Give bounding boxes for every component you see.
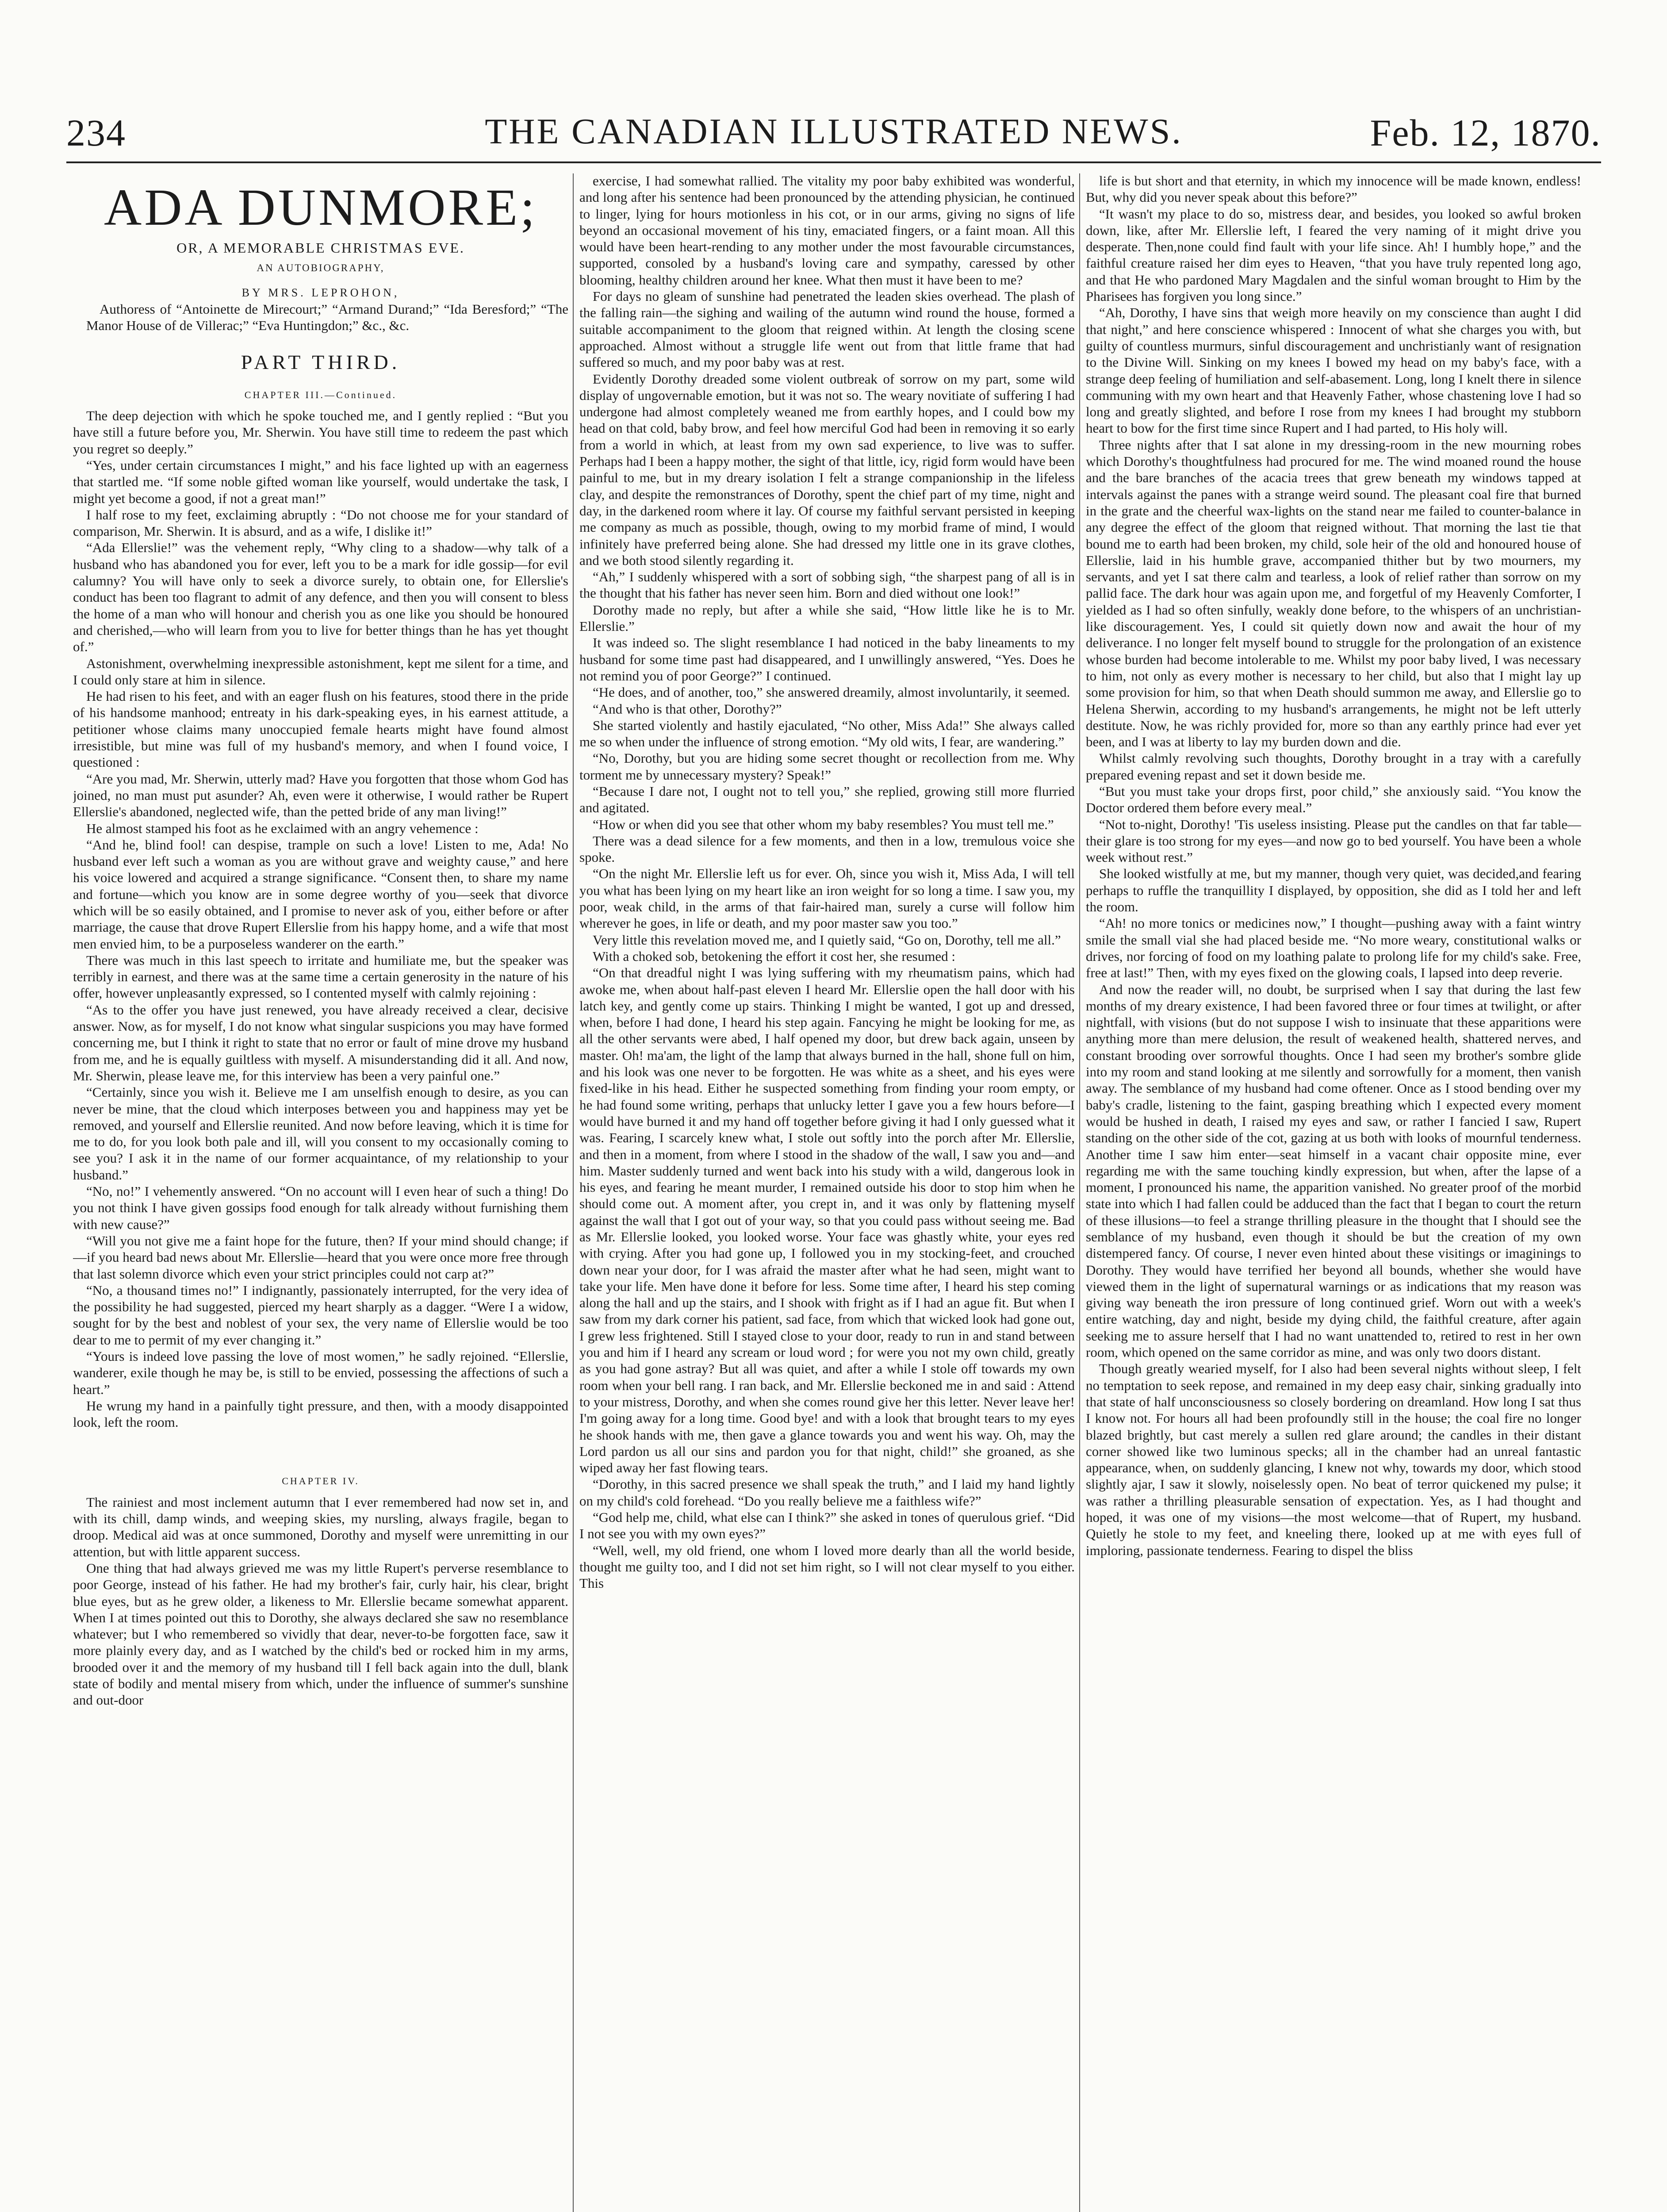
paragraph: exercise, I had somewhat rallied. The vitality my poor baby exhibited was wonderful, and long after his sentence had been pronounced by the attending physician, he continued to linger, lying for hours motionless in his cot, or in our arms, giving no signs of life beyond an occasional movement of his tiny, emaciated fingers, or a faint moan. All this would have been heart-rending to any mother under the most favourable circumstances, supported, consoled by a husband's loving care and sympathy, caressed by other blooming, healthy children around her knee. What then must it have been to me? xyxy=(579,173,1075,288)
paragraph: life is but short and that eternity, in which my innocence will be made known, endless! But, why did you never speak about this before?” xyxy=(1086,173,1581,205)
paragraph: “How or when did you see that other whom my baby resembles? You must tell me.” xyxy=(593,816,1054,832)
paragraph: I half rose to my feet, exclaiming abruptly : “Do not choose me for your standard of comparison, Mr. Sherwin. It is absurd, and as a wife, I dislike it!” xyxy=(73,507,568,539)
paragraph: She started violently and hastily ejaculated, “No other, Miss Ada!” She always called me so when under the influence of strong emotion. “My old wits, I fear, are wandering.” xyxy=(579,717,1075,750)
paragraph: “Ah,” I suddenly whispered with a sort of sobbing sigh, “the sharpest pang of all is in the thought that his father has never seen him. Born and died without one look!” xyxy=(579,569,1075,601)
column-3-body xyxy=(1086,173,1581,1559)
paragraph: Whilst calmly revolving such thoughts, Dorothy brought in a tray with a carefully prepared evening repast and set it down beside me. xyxy=(1086,750,1581,783)
paragraph: Astonishment, overwhelming inexpressible astonishment, kept me silent for a time, and I could only stare at him in silence. xyxy=(73,655,568,687)
paragraph: “No, no!” I vehemently answered. “On no account will I even hear of such a thing! Do you not think I have given gossips food enough for talk already without furnishing them with new cause?” xyxy=(73,1183,568,1232)
publication-title: THE CANADIAN ILLUSTRATED NEWS. xyxy=(485,111,1183,151)
paragraph: It was indeed so. The slight resemblance I had noticed in the baby lineaments to my husband for some time past had disappeared, and I unwillingly answered, “Yes. Does he not remind you of poor George?” I continued. xyxy=(579,635,1075,684)
paragraph: For days no gleam of sunshine had penetrated the leaden skies overhead. The plash of the falling rain—the sighing and wailing of the autumn wind round the house, formed a suitable accompaniment to the gloom that reigned within. At length the closing scene approached. Almost without a struggle life went out from that little frame that had suffered so much, and my poor baby was at rest. xyxy=(579,288,1075,370)
paragraph: “Yours is indeed love passing the love of most women,” he sadly rejoined. “Ellerslie, wanderer, exile though he may be, is still to be envied, possessing the affections of such a heart.” xyxy=(73,1348,568,1397)
paragraph: “Ah, Dorothy, I have sins that weigh more heavily on my conscience than aught I did that night,” and here conscience whispered : Innocent of what she charges you with, but guilty of countless murmurs, sinful discouragement and unchristianly want of resignation to the Divine Will. Sinking on my knees I bowed my head on my baby's face, with a strange deep feeling of humiliation and self-abasement. Long, long I knelt there in silence communing with my own heart and that Heavenly Father, whose chastening love I had so long and greatly slighted, and before I rose from my knees I had brought my stubborn heart to bow for the first time since Rupert and I had parted, to His holy will. xyxy=(1086,305,1581,436)
paragraph: Dorothy made no reply, but after a while she said, “How little like he is to Mr. Ellerslie.” xyxy=(579,602,1075,634)
masthead xyxy=(66,111,1601,159)
issue-date: Feb. 12, 1870. xyxy=(1370,111,1601,154)
paragraph: He almost stamped his foot as he exclaimed with an angry vehemence : xyxy=(86,820,479,836)
paragraph: “Because I dare not, I ought not to tell you,” she replied, growing still more flurried and agitated. xyxy=(579,783,1075,816)
paragraph: And now the reader will, no doubt, be surprised when I say that during the last few months of my dreary existence, I had been favored three or four times at twilight, or after nightfall, with visions (but do not suppose I wish to insinuate that these apparitions were anything more than mere delusion, the result of weakened health, shattered nerves, and constant brooding over sorrowful thoughts. Once I had seen my brother's sombre glide into my room and stand looking at me silently and sorrowfully for a moment, then vanish away. The semblance of my husband had come oftener. Once as I stood bending over my baby's cradle, listening to the faint, gasping breathing which I expected every moment would be hushed in death, I raised my eyes and saw, or rather I fancied I saw, Rupert standing on the other side of the cot, gazing at us both with looks of mournful tenderness. Another time I saw him enter—seat himself in a vacant chair opposite mine, ever regarding me with the same touching kindly expression, but when, after the lapse of a moment, I pronounced his name, the apparition vanished. No greater proof of the morbid state into which I had fallen could be adduced than the fact that I began to court the return of these illusions—to feel a strange thrilling pleasure in the thought that I should see the semblance of my husband, even though it should be but the creation of my own distempered fancy. Of course, I never even hinted about these visitings or imaginings to Dorothy. They would have terrified her beyond all bounds, whether she would have viewed them in the light of supernatural warnings or as indications that my reason was giving way beneath the iron pressure of long continued grief. Worn out with a week's entire watching, day and night, beside my dying child, the faithful creature, after again seeking me to assure herself that I had no want unattended to, retired to rest in her own room, which opened on the same corridor as mine, and was only two doors distant. xyxy=(1086,981,1581,1360)
paragraph: With a choked sob, betokening the effort it cost her, she resumed : xyxy=(593,948,955,964)
paragraph: “On the night Mr. Ellerslie left us for ever. Oh, since you wish it, Miss Ada, I will tell you what has been lying on my heart like an iron weight for so long a time. I saw you, my poor, weak child, in the arms of that fair-haired man, surely a curse will follow him wherever he goes, in life or death, and my poor master saw you too.” xyxy=(579,866,1075,931)
masthead-rule xyxy=(66,161,1601,163)
paragraph: He wrung my hand in a painfully tight pressure, and then, with a moody disappointed look, left the room. xyxy=(73,1398,568,1430)
paragraph: One thing that had always grieved me was my little Rupert's perverse resemblance to poor George, instead of his father. He had my brother's fair, curly hair, his clear, bright blue eyes, but as he grew older, a likeness to Mr. Ellerslie became somewhat apparent. When I at times pointed out this to Dorothy, she always declared she saw no resemblance whatever; but I who remembered so vividly that dear, never-to-be forgotten face, saw it more plainly every day, and as I watched by the child's bed or rocked him in my arms, brooded over it and the memory of my husband till I fell back again into the dull, blank state of bodily and mental misery from which, under the influence of summer's sunshine and out-door xyxy=(73,1560,568,1708)
paragraph: “Will you not give me a faint hope for the future, then? If your mind should change; if—if you heard bad news about Mr. Ellerslie—heard that you were once more free through that last solemn divorce which even your strict principles could not carp at?” xyxy=(73,1233,568,1282)
paragraph: Three nights after that I sat alone in my dressing-room in the new mourning robes which Dorothy's thoughtfulness had procured for me. The wind moaned round the house and the bare branches of the acacia trees that grew beneath my windows tapped at intervals against the panes with a strange weird sound. The pleasant coal fire that burned in the grate and the cheerful wax-lights on the stand near me failed to counter-balance in any degree the effect of the gloom that reigned without. That morning the last tie that bound me to earth had been broken, my child, sole heir of the old and honoured house of Ellerslie, laid in his humble grave, accompanied thither but by two mourners, my servants, and yet I sat there calm and tearless, a look of relief rather than sorrow on my pallid face. The dark hour was again upon me, and forgetful of my Heavenly Comforter, I yielded as I had so often sinfully, weakly done before, to the whispers of an unchristian-like discouragement. Yes, I could sit quietly down now and await the hour of my deliverance. I no longer felt myself bound to struggle for the prolongation of an existence whose burden had become intolerable to me. Whilst my poor baby lived, I was necessary to him, not only as every mother is necessary to her child, but also that I might lay up some provision for him, so that when Death should summon me away, and Ellerslie go to Helena Sherwin, according to my husband's arrangements, he might not be left utterly destitute. Now, he was richly provided for, more so than any earthly prince had ever yet been, and I was at liberty to lay my burden down and die. xyxy=(1086,437,1581,750)
paragraph: Though greatly wearied myself, for I also had been several nights without sleep, I felt no temptation to seek repose, and remained in my deep easy chair, sinking gradually into that state of half unconsciousness so closely bordering on dreamland. How long I sat thus I know not. For hours all had been profoundly still in the house; the coal fire no longer blazed brightly, but cast merely a sullen red glare around; the candles in their distant corner showed like two luminous specks; all in the chamber had an unreal fantastic appearance, when, on suddenly glancing, I knew not why, towards my door, which stood slightly ajar, I saw it slowly, noiselessly open. No beat of terror quickened my pulse; it was rather a thrilling pleasurable sensation of expectation. Yes, as I had thought and hoped, it was one of my visions—the most welcome—that of Rupert, my husband. Quietly he stole to my feet, and kneeling there, looked up at me with eyes full of imploring, passionate tenderness. Fearing to dispel the bliss xyxy=(1086,1361,1581,1558)
paragraph: “Not to-night, Dorothy! 'Tis useless insisting. Please put the candles on that far table—their glare is too strong for my eyes—and now go to bed yourself. You have been a whole week without rest.” xyxy=(1086,816,1581,865)
paragraph: Evidently Dorothy dreaded some violent outbreak of sorrow on my part, some wild display of ungovernable emotion, but it was not so. The weary novitiate of suffering I had undergone had almost completely weaned me from earthly hopes, and I could bow my head on that cold, baby brow, and feel how merciful God had been in removing it so early from a world in which, at least from my own sad experience, to live was to suffer. Perhaps had I been a happy mother, the sight of that little, icy, rigid form would have been painful to me, but in my dreary isolation I felt a strange companionship in the lifeless clay, and despite the remonstrances of Dorothy, spent the chief part of my time, night and day, in the darkened room where it lay. Of course my faithful servant persisted in keeping me company as much as possible, though, owing to my morbid frame of mind, I would infinitely have preferred being alone. She had dressed my little one in its grave clothes, and we both stood silently regarding it. xyxy=(579,371,1075,568)
paragraph: “Well, well, my old friend, one whom I loved more dearly than all the world beside, thought me guilty too, and I did not set him right, so I will not clear myself to you either. This xyxy=(579,1542,1075,1591)
paragraph: There was a dead silence for a few moments, and then in a low, tremulous voice she spoke. xyxy=(579,833,1075,865)
paragraph: “No, a thousand times no!” I indignantly, passionately interrupted, for the very idea of the possibility he had suggested, pierced my heart sharply as a dagger. “Were I a widow, sought for by the best and noblest of your sex, the very name of Ellerslie would be too dear to me to permit of my ever changing it.” xyxy=(73,1282,568,1348)
paragraph: “No, Dorothy, but you are hiding some secret thought or recollection from me. Why torment me by unnecessary mystery? Speak!” xyxy=(579,750,1075,783)
paragraph: “Ah! no more tonics or medicines now,” I thought—pushing away with a faint wintry smile the small vial she had placed beside me. “No more weary, constitutional walks or drives, nor forcing of food on my loathing palate to prolong life for my child's sake. Free, free at last!” Then, with my eyes fixed on the glowing coals, I lapsed into deep reverie. xyxy=(1086,915,1581,981)
story-title: ADA DUNMORE; xyxy=(104,178,537,236)
column-3 xyxy=(1086,173,1581,2212)
paragraph: “Certainly, since you wish it. Believe me I am unselfish enough to desire, as you can never be mine, that the cloud which interposes between you and happiness may yet be removed, and yourself and Ellerslie reunited. And now before leaving, which it is time for me to do, for you look both pale and ill, will you consent to my occasionally coming to see you? I ask it in the name of our former acquaintance, of my relationship to your husband.” xyxy=(73,1084,568,1183)
paragraph: “Ada Ellerslie!” was the vehement reply, “Why cling to a shadow—why talk of a husband who has abandoned you for ever, left you to be a mark for idle gossip—for evil calumny? You will have only to seek a divorce surely, to obtain one, for Ellerslie's conduct has been too flagrant to admit of any defence, and then you will consent to bless the home of a man who will honour and cherish you as one like you should be honoured and cherished,—who will learn from you to live for better things than he has yet thought of.” xyxy=(73,540,568,655)
paragraph: “He does, and of another, too,” she answered dreamily, almost involuntarily, it seemed. xyxy=(593,684,1070,700)
paragraph: There was much in this last speech to irritate and humiliate me, but the speaker was terribly in earnest, and there was at the same time a certain generosity in the nature of his offer, however unpleasantly expressed, so I contented myself with calmly rejoining : xyxy=(73,952,568,1001)
byline: BY MRS. LEPROHON, xyxy=(241,286,400,299)
paragraph: “Yes, under certain circumstances I might,” and his face lighted up with an eagerness that startled me. “If some noble gifted woman like yourself, would undertake the task, I might yet become a good, if not a great man!” xyxy=(73,457,568,506)
column-divider xyxy=(1079,173,1080,2212)
story-genre: AN AUTOBIOGRAPHY, xyxy=(257,262,385,274)
part-heading: PART THIRD. xyxy=(241,351,401,374)
paragraph: “Are you mad, Mr. Sherwin, utterly mad? Have you forgotten that those whom God has joined, no man must put asunder? Ah, even were it otherwise, I would rather be Rupert Ellerslie's abandoned, neglected wife, than the petted bride of any man living!” xyxy=(73,771,568,820)
paragraph: He had risen to his feet, and with an eager flush on his features, stood there in the pride of his handsome manhood; entreaty in his dark-speaking eyes, in his earnest attitude, a petitioner whose claims many unoccupied female hearts might have found almost irresistible, but mine was full of my husband's memory, and when I found voice, I questioned : xyxy=(73,688,568,770)
paragraph: Very little this revelation moved me, and I quietly said, “Go on, Dorothy, tell me all.” xyxy=(593,932,1061,948)
column-1 xyxy=(73,173,568,2212)
column-1-body xyxy=(73,407,568,1430)
story-subtitle: OR, A MEMORABLE CHRISTMAS EVE. xyxy=(176,240,465,256)
chapter-4-body xyxy=(73,1494,568,1709)
paragraph: “And who is that other, Dorothy?” xyxy=(593,701,782,717)
paragraph: “On that dreadful night I was lying suffering with my rheumatism pains, which had awoke me, when about half-past eleven I heard Mr. Ellerslie open the hall door with his latch key, and gently come up stairs. Thinking I might be wanted, I got up and dressed, when, before I had done, I heard his step again. Fancying he might be looking for me, as all the other servants were abed, I half opened my door, but drew back again, unseen by master. Oh! ma'am, the light of the lamp that always burned in the hall, shone full on him, and his look was one never to be forgotten. He was white as a sheet, and his eyes were fixed-like in his head. Either he suspected something from finding your room empty, or he had found some writing, perhaps that unlucky letter I gave you a few hours before—I would have burned it and my hand off together before giving it had I only guessed what it was. Fearing, I scarcely knew what, I stole out softly into the porch after Mr. Ellerslie, and then in a moment, from where I stood in the shadow of the wall, I saw you and—and him. Master suddenly turned and went back into his study with a wild, dangerous look in his eyes, and fearing he meant murder, I remained outside his door to stop him when he should come out. A moment after, you crept in, and it was only by flattening myself against the wall that I got out of your way, so that you could pass without seeing me. Bad as Mr. Ellerslie looked, you looked worse. Your face was ghastly white, your eyes red with crying. After you had gone up, I followed you in my stocking-feet, and crouched down near your door, for I was afraid the master after what he had seen, might want to take your life. Men have done it before for less. Some time after, I heard his step coming along the hall and up the stairs, and I shook with fright as if I had an ague fit. But when I saw from my dark corner his patient, sad face, from which that wicked look had gone out, I grew less frightened. Still I stayed close to your door, ready to run in and stand between you and him if I heard any scream or loud word ; for were you not my own child, greatly as you had gone astray? But all was quiet, and after a while I stole off towards my own room when your bell rang. I ran back, and Mr. Ellerslie beckoned me in and said : Attend to your mistress, Dorothy, and when she comes round give her this letter. Never leave her! I'm going away for a long time. Good bye! and with a look that brought tears to my eyes he shook hands with me, then gave a glance towards you and went his way. Oh, may the Lord pardon us all our sins and pardon you for that night, child!” she groaned, as she wiped away her fast flowing tears. xyxy=(579,965,1075,1476)
chapter-heading: CHAPTER III.—Continued. xyxy=(244,389,397,400)
paragraph: “It wasn't my place to do so, mistress dear, and besides, you looked so awful broken down, like, after Mr. Ellerslie left, I feared the very naming of it might drive you desperate. Then,none could find fault with your life since. Ah! I humbly hope,” and the faithful creature raised her dim eyes to Heaven, “that you have truly repented long ago, and that He who pardoned Mary Magdalen and the sinful woman brought to Him by the Pharisees has forgiven you long since.” xyxy=(1086,206,1581,304)
author-works: Authoress of “Antoinette de Mirecourt;” “Armand Durand;” “Ida Beresford;” “The Manor House of de Villerac;” “Eva Huntingdon;” &c., &c. xyxy=(86,301,568,334)
column-2-body xyxy=(579,173,1075,1592)
paragraph: The deep dejection with which he spoke touched me, and I gently replied : “But you have still a future before you, Mr. Sherwin. You have still time to redeem the past which you regret so deeply.” xyxy=(73,408,568,457)
paragraph: “And he, blind fool! can despise, trample on such a love! Listen to me, Ada! No husband ever left such a woman as you are without grave and weighty cause,” and here his voice lowered and acquired a strange significance. “Consent then, to share my name and fortune—which you know are in some degree worthy of you—seek that divorce which will be so easily obtained, and I promise to never ask of you, either before or after marriage, the cause that drove Rupert Ellerslie from his happy home, and a wife that most men envied him, to be a purposeless wanderer on the earth.” xyxy=(73,837,568,952)
paragraph: “God help me, child, what else can I think?” she asked in tones of querulous grief. “Did I not see you with my own eyes?” xyxy=(579,1509,1075,1542)
page-number: 234 xyxy=(66,111,126,154)
paragraph: The rainiest and most inclement autumn that I ever remembered had now set in, and with its chill, damp winds, and weeping skies, my nursling, always fragile, began to droop. Medical aid was at once summoned, Dorothy and myself were unremitting in our attention, but with little apparent success. xyxy=(73,1494,568,1559)
paragraph: “Dorothy, in this sacred presence we shall speak the truth,” and I laid my hand lightly on my child's cold forehead. “Do you really believe me a faithless wife?” xyxy=(579,1476,1075,1509)
column-divider xyxy=(573,173,574,2212)
chapter-heading: CHAPTER IV. xyxy=(282,1475,360,1487)
paragraph: “But you must take your drops first, poor child,” she anxiously said. “You know the Doctor ordered them before every meal.” xyxy=(1086,783,1581,816)
column-2 xyxy=(579,173,1075,2212)
paragraph: She looked wistfully at me, but my manner, though very quiet, was decided,and fearing perhaps to ruffle the tranquillity I displayed, by opposition, she did as I told her and left the room. xyxy=(1086,866,1581,915)
paragraph: “As to the offer you have just renewed, you have already received a clear, decisive answer. Now, as for myself, I do not know what singular suspicions you may have formed concerning me, but I think it right to state that no error or fault of mine drove my husband from me, and he is equally guiltless with myself. A misunderstanding did it all. And now, Mr. Sherwin, please leave me, for this interview has been a very painful one.” xyxy=(73,1002,568,1083)
